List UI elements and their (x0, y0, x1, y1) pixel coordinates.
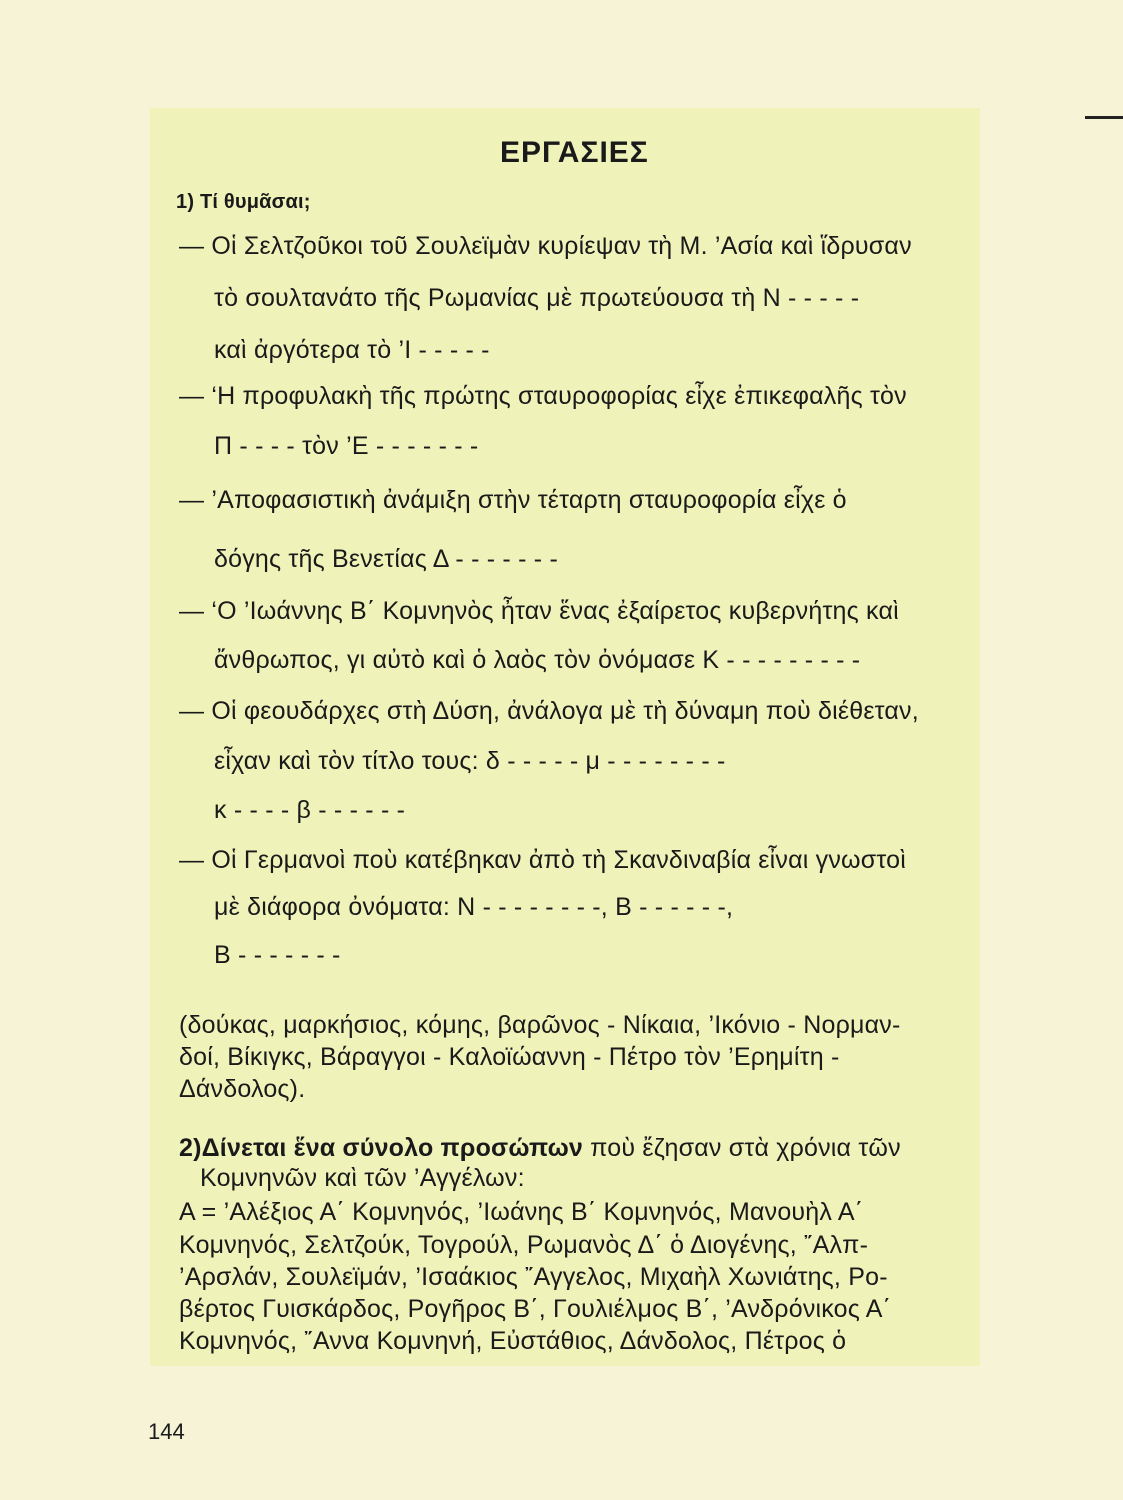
person-list-line: Κομνηνός, ῎Αννα Κομνηνή, Εὐστάθιος, Δάνδολος, Πέτρος ὁ (179, 1327, 847, 1355)
question-2-heading: 2)Δίνεται ἕνα σύνολο προσώπων (179, 1134, 584, 1162)
person-list-line: Κομνηνός, Σελτζούκ, Τογρούλ, Ρωμανὸς Δ΄ ὁ Διογένης, ῎Αλπ- (179, 1231, 869, 1259)
exercise-line: δόγης τῆς Βενετίας Δ - - - - - - - (214, 545, 558, 573)
margin-mark (1085, 116, 1123, 119)
question-2-text: ποὺ ἔζησαν στὰ χρόνια τῶν (583, 1134, 901, 1162)
question-2-line: Κομνηνῶν καὶ τῶν ’Αγγέλων: (200, 1164, 525, 1192)
exercise-line: ἄνθρωπος, γι αὐτὸ καὶ ὁ λαὸς τὸν ὀνόμασε Κ - - - - - - - - - (214, 646, 861, 674)
answer-key-line: δοί, Βίκιγκς, Βάραγγοι - Καλοϊώαννη - Πέτρο τὸν ’Ερημίτη - (179, 1043, 840, 1071)
exercise-line: — Οἱ Γερμανοὶ ποὺ κατέβηκαν ἀπὸ τὴ Σκανδιναβία εἶναι γνωστοὶ (179, 846, 906, 874)
exercise-line: Β - - - - - - - (214, 941, 341, 969)
exercise-line: κ - - - - β - - - - - - (214, 796, 406, 824)
answer-key-line: (δούκας, μαρκήσιος, κόμης, βαρῶνος - Νίκαια, ’Ικόνιο - Νορμαν- (179, 1011, 901, 1039)
exercise-line: — Οἱ Σελτζοῦκοι τοῦ Σουλεϊμὰν κυρίεψαν τὴ Μ. ’Ασία καὶ ἵδρυσαν (179, 232, 912, 260)
person-list-line: Α = ’Αλέξιος Α΄ Κομνηνός, ’Ιωάνης Β΄ Κομνηνός, Μανουὴλ Α΄ (179, 1198, 864, 1226)
exercise-line: εἶχαν καὶ τὸν τίτλο τους: δ - - - - - μ - - - - - - - - (214, 747, 726, 775)
exercise-line: καὶ ἀργότερα τὸ ’Ι - - - - - (214, 336, 490, 364)
exercise-line: μὲ διάφορα ὀνόματα: Ν - - - - - - - -, Β - - - - - -, (214, 893, 734, 921)
exercise-line: — Οἱ φεουδάρχες στὴ Δύση, ἀνάλογα μὲ τὴ δύναμη ποὺ διέθεταν, (179, 697, 919, 725)
page-number: 144 (148, 1419, 185, 1444)
page-title: ΕΡΓΑΣΙΕΣ (500, 136, 649, 169)
answer-key-line: Δάνδολος). (179, 1075, 306, 1103)
question-1-heading: 1) Τί θυμᾶσαι; (176, 191, 311, 213)
question-2-line (179, 1134, 901, 1163)
exercise-line: — ‘Η προφυλακὴ τῆς πρώτης σταυροφορίας εἶχε ἐπικεφαλῆς τὸν (179, 382, 907, 410)
person-list-line: βέρτος Γυισκάρδος, Ρογῆρος Β΄, Γουλιέλμος Β΄, ’Ανδρόνικος Α΄ (179, 1295, 892, 1323)
exercise-line: — ’Αποφασιστικὴ ἀνάμιξη στὴν τέταρτη σταυροφορία εἶχε ὁ (179, 486, 847, 514)
exercise-line: τὸ σουλτανάτο τῆς Ρωμανίας μὲ πρωτεύουσα τὴ Ν - - - - - (214, 284, 860, 312)
person-list-line: ’Αρσλάν, Σουλεϊμάν, ’Ισαάκιος ῎Αγγελος, Μιχαὴλ Χωνιάτης, Ρο- (179, 1263, 888, 1291)
exercise-line: Π - - - - τὸν ’Ε - - - - - - - (214, 432, 479, 460)
exercise-line: — ‘Ο ’Ιωάννης Β΄ Κομνηνὸς ἦταν ἕνας ἐξαίρετος κυβερνήτης καὶ (179, 597, 899, 625)
